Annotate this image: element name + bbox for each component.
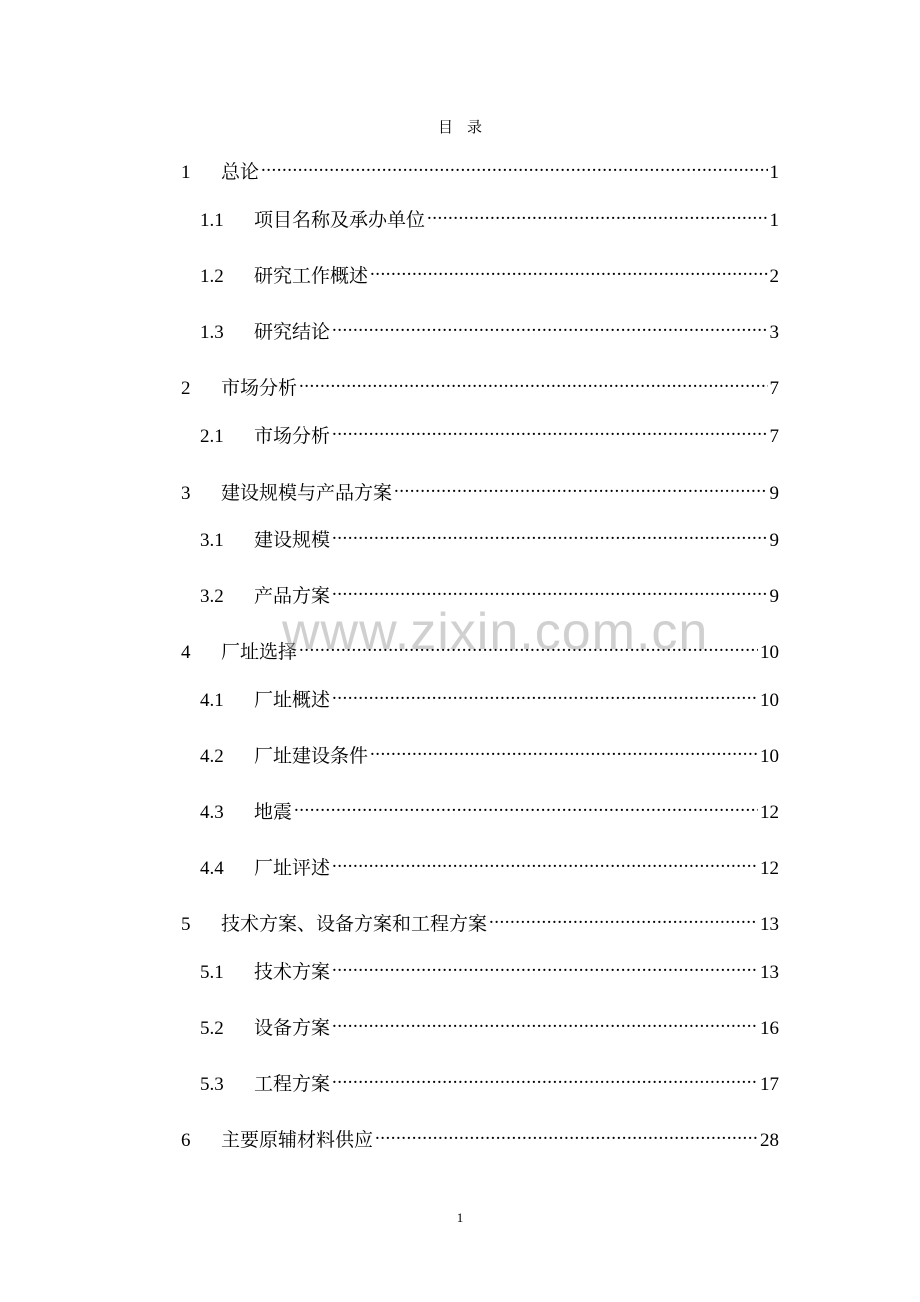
toc-dot-leader <box>332 954 758 978</box>
toc-entry-number: 5.2 <box>200 1018 224 1039</box>
toc-entry[interactable] <box>200 418 779 447</box>
toc-entry[interactable] <box>200 1010 779 1039</box>
toc-entry[interactable] <box>200 682 779 711</box>
toc-entry-label: 技术方案 <box>254 961 331 983</box>
toc-entry[interactable] <box>181 906 779 935</box>
toc-entry[interactable] <box>181 370 779 399</box>
toc-entry-label: 建设规模与产品方案 <box>221 482 393 504</box>
toc-entry-label: 研究工作概述 <box>254 265 369 287</box>
toc-entry[interactable] <box>200 738 779 767</box>
toc-dot-leader <box>332 418 767 442</box>
toc-entry[interactable] <box>181 475 779 504</box>
toc-entry[interactable] <box>181 1122 779 1151</box>
toc-entry-label: 厂址概述 <box>254 689 331 711</box>
toc-entry-number: 4.2 <box>200 746 224 767</box>
toc-entry[interactable] <box>200 202 779 231</box>
toc-entry-page: 9 <box>769 483 779 504</box>
toc-entry[interactable] <box>200 522 779 551</box>
toc-entry[interactable] <box>200 258 779 287</box>
toc-dot-leader <box>261 154 767 178</box>
toc-dot-leader <box>299 370 767 394</box>
toc-entry-label: 地震 <box>254 801 293 823</box>
toc-entry-number: 4.1 <box>200 690 224 711</box>
toc-dot-leader <box>394 475 767 499</box>
toc-entry-label: 总论 <box>221 161 260 183</box>
toc-entry[interactable] <box>200 578 779 607</box>
toc-entry-label: 设备方案 <box>254 1017 331 1039</box>
toc-entry-number: 3 <box>181 483 191 504</box>
toc-entry-label: 市场分析 <box>254 425 331 447</box>
toc-entry-number: 3.2 <box>200 586 224 607</box>
page-number: 1 <box>456 1210 464 1225</box>
toc-entry-page: 13 <box>760 962 779 983</box>
toc-entry-number: 5 <box>181 914 191 935</box>
toc-entry-number: 5.1 <box>200 962 224 983</box>
toc-entry-page: 10 <box>760 642 779 663</box>
toc-entry-number: 6 <box>181 1130 191 1151</box>
toc-entry-page: 7 <box>769 378 779 399</box>
toc-entry-number: 3.1 <box>200 530 224 551</box>
toc-entry-page: 17 <box>760 1074 779 1095</box>
toc-dot-leader <box>332 1010 758 1034</box>
toc-entry-page: 2 <box>769 266 779 287</box>
toc-dot-leader <box>370 738 758 762</box>
watermark: www.zixin.com.cn <box>282 603 709 661</box>
toc-entry-number: 1.2 <box>200 266 224 287</box>
toc-dot-leader <box>375 1122 758 1146</box>
toc-entry[interactable] <box>181 154 779 183</box>
toc-entry-label: 项目名称及承办单位 <box>254 209 426 231</box>
toc-dot-leader <box>332 314 767 338</box>
toc-entry-label: 厂址评述 <box>254 857 331 879</box>
toc-entry-number: 1 <box>181 162 191 183</box>
toc-entry-page: 1 <box>769 210 779 231</box>
toc-entry-number: 4.3 <box>200 802 224 823</box>
toc-entry-number: 2 <box>181 378 191 399</box>
toc-entry-label: 产品方案 <box>254 585 331 607</box>
toc-entry-page: 1 <box>769 162 779 183</box>
toc-dot-leader <box>332 850 758 874</box>
toc-entry-number: 4 <box>181 642 191 663</box>
toc-entry-page: 16 <box>760 1018 779 1039</box>
toc-entry[interactable] <box>200 794 779 823</box>
toc-dot-leader <box>332 578 767 602</box>
toc-entry-page: 12 <box>760 802 779 823</box>
toc-entry-page: 9 <box>769 530 779 551</box>
toc-entry-page: 12 <box>760 858 779 879</box>
toc-entry[interactable] <box>200 954 779 983</box>
toc-entry-number: 4.4 <box>200 858 224 879</box>
toc-entry-label: 市场分析 <box>221 377 298 399</box>
toc-entry-label: 厂址建设条件 <box>254 745 369 767</box>
toc-entry-label: 工程方案 <box>254 1073 331 1095</box>
toc-dot-leader <box>489 906 758 930</box>
toc-entry-page: 9 <box>769 586 779 607</box>
toc-entry-page: 10 <box>760 746 779 767</box>
toc-dot-leader <box>294 794 758 818</box>
toc-dot-leader <box>332 522 767 546</box>
toc-entry[interactable] <box>200 314 779 343</box>
toc-dot-leader <box>332 682 758 706</box>
toc-entry-page: 28 <box>760 1130 779 1151</box>
toc-entry-page: 7 <box>769 426 779 447</box>
toc-entry-page: 13 <box>760 914 779 935</box>
toc-dot-leader <box>427 202 767 226</box>
toc-entry-page: 10 <box>760 690 779 711</box>
toc-entry-label: 技术方案、设备方案和工程方案 <box>221 913 488 935</box>
toc-entry-label: 厂址选择 <box>221 641 298 663</box>
toc-dot-leader <box>332 1066 758 1090</box>
toc-entry[interactable] <box>200 850 779 879</box>
toc-entry-label: 主要原辅材料供应 <box>221 1129 374 1151</box>
toc-dot-leader <box>370 258 767 282</box>
toc-entry-number: 1.1 <box>200 210 224 231</box>
toc-entry-number: 5.3 <box>200 1074 224 1095</box>
toc-entry-number: 2.1 <box>200 426 224 447</box>
toc-entry-label: 建设规模 <box>254 529 331 551</box>
toc-entry-label: 研究结论 <box>254 321 331 343</box>
toc-entry-page: 3 <box>769 322 779 343</box>
toc-entry-number: 1.3 <box>200 322 224 343</box>
toc-title: 目录 <box>437 118 496 136</box>
toc-entry[interactable] <box>200 1066 779 1095</box>
